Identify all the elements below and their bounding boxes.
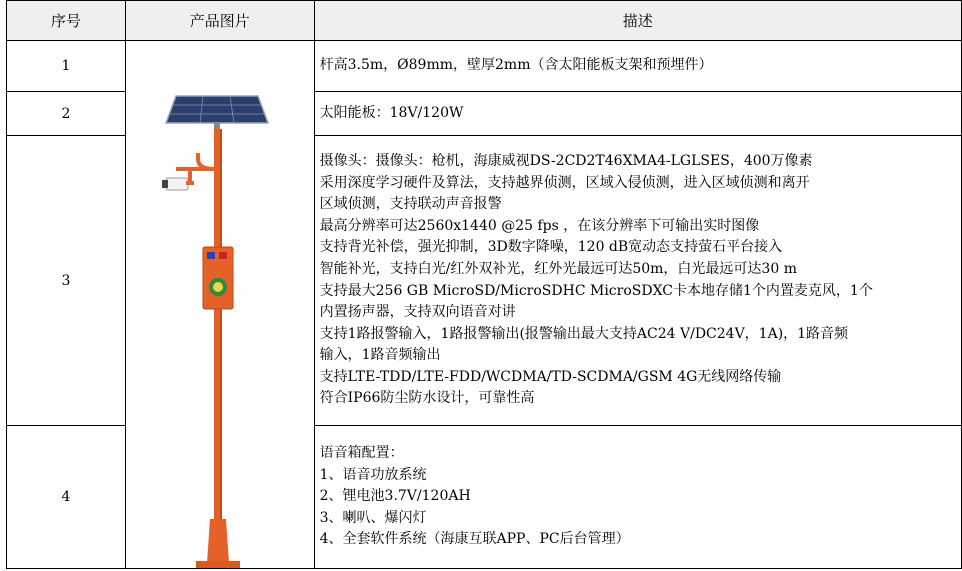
desc-line: 内置扬声器，支持双向语音对讲 <box>319 304 516 321</box>
desc-line: 2、锂电池3.7V/120AH <box>319 488 471 505</box>
row-3-seq: 3 <box>7 136 126 426</box>
header-image: 产品图片 <box>125 1 314 41</box>
row-1-desc <box>314 41 961 92</box>
desc-line: 采用深度学习硬件及算法，支持越界侦测，区域入侵侦测，进入区域侦测和离开 <box>319 174 810 191</box>
desc-line: 4、全套软件系统（海康互联APP、PC后台管理） <box>319 531 630 548</box>
desc-line: 最高分辨率可达2560x1440 @25 fps ，在该分辨率下可输出实时图像 <box>319 217 760 234</box>
voice-box-icon <box>203 247 233 309</box>
row-2-seq: 2 <box>7 92 126 136</box>
row-1-seq: 1 <box>7 41 126 92</box>
desc-line: 智能补光，支持白光/红外双补光，红外光最远可达50m，白光最远可达30 m <box>319 260 797 277</box>
desc-line: 区域侦测，支持联动声音报警 <box>319 196 502 213</box>
row-3-desc <box>314 136 961 426</box>
desc-line: 太阳能板：18V/120W <box>319 104 464 121</box>
product-image-cell <box>125 41 314 569</box>
desc-line: 杆高3.5m，Ø89mm，壁厚2mm（含太阳能板支架和预埋件） <box>319 57 713 74</box>
row-4-seq: 4 <box>7 426 126 569</box>
desc-line: 支持背光补偿，强光抑制，3D数字降噪，120 dB宽动态支持萤石平台接入 <box>319 239 783 256</box>
spec-table <box>6 0 962 569</box>
desc-line: 符合IP66防尘防水设计，可靠性高 <box>319 390 535 407</box>
header-seq: 序号 <box>7 1 126 41</box>
desc-line: 支持1路报警输入，1路报警输出(报警输出最大支持AC24 V/DC24V，1A)，1路音频 <box>319 325 849 342</box>
desc-line: 支持LTE-TDD/LTE-FDD/WCDMA/TD-SCDMA/GSM 4G无线网络传输 <box>319 368 782 385</box>
desc-line: 支持最大256 GB MicroSD/MicroSDHC MicroSDXC卡本地存储1个内置麦克风，1个 <box>319 282 873 299</box>
solar-panel-icon <box>166 96 268 131</box>
pole-base-icon <box>207 519 229 563</box>
camera-icon <box>162 168 194 190</box>
desc-line: 1、语音功放系统 <box>319 466 427 483</box>
solar-pole-image <box>126 41 315 570</box>
desc-line: 摄像头：摄像头：枪机，海康威视DS-2CD2T46XMA4-LGLSES，400万像素 <box>319 152 813 169</box>
row-4-desc <box>314 426 961 569</box>
desc-line: 语音箱配置： <box>319 445 404 462</box>
desc-line: 输入，1路音频输出 <box>319 347 441 364</box>
desc-line: 3、喇叭、爆闪灯 <box>319 509 427 526</box>
header-desc: 描述 <box>314 1 961 41</box>
row-2-desc <box>314 92 961 136</box>
